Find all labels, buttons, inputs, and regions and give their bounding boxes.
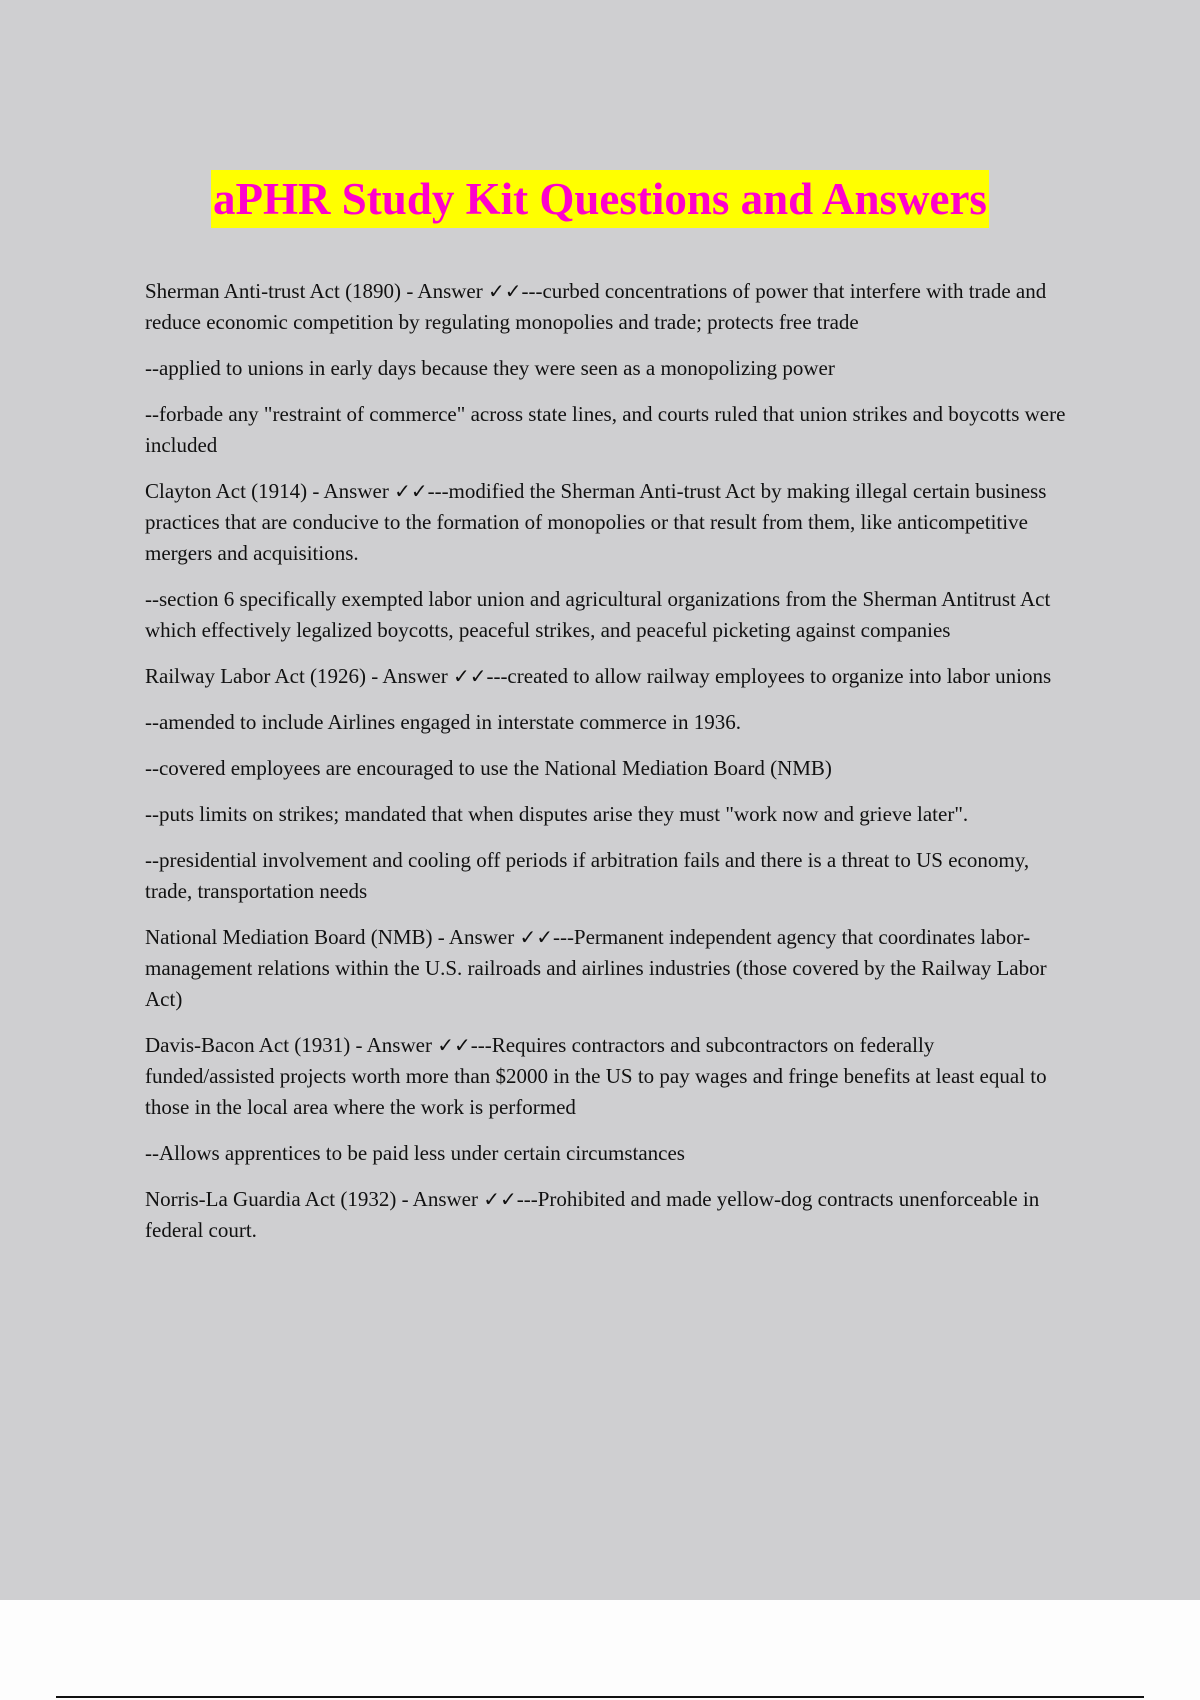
qa-term: Norris-La Guardia Act (1932) bbox=[145, 1187, 397, 1211]
document-body bbox=[145, 276, 1067, 1261]
answer-label: - Answer bbox=[437, 925, 515, 949]
note-paragraph: --Allows apprentices to be paid less under certain circumstances bbox=[145, 1141, 685, 1165]
document-title: aPHR Study Kit Questions and Answers bbox=[211, 170, 989, 228]
qa-term: Clayton Act (1914) bbox=[145, 479, 308, 503]
title-container bbox=[0, 170, 1200, 228]
double-check-icon: ✓✓ bbox=[487, 279, 522, 303]
answer-label: - Answer bbox=[406, 279, 483, 303]
qa-paragraph bbox=[145, 1184, 1067, 1246]
page-footer bbox=[0, 1600, 1200, 1700]
footer-divider bbox=[56, 1696, 1144, 1698]
qa-term: Davis-Bacon Act (1931) bbox=[145, 1033, 351, 1057]
qa-answer: ---Permanent independent agency that coordinates labor-management relations within the U.S. railroads and airlines industries (those covered by the Railway Labor Act) bbox=[145, 925, 1047, 1011]
qa-paragraph bbox=[145, 661, 1067, 692]
note-paragraph: --presidential involvement and cooling off periods if arbitration fails and there is a threat to US economy, trade, transportation needs bbox=[145, 848, 1030, 903]
note-paragraph: --forbade any "restraint of commerce" across state lines, and courts ruled that union strikes and boycotts were included bbox=[145, 402, 1066, 457]
double-check-icon: ✓✓ bbox=[519, 925, 553, 949]
qa-paragraph bbox=[145, 922, 1067, 1015]
qa-paragraph bbox=[145, 1030, 1067, 1123]
answer-label: - Answer bbox=[312, 479, 389, 503]
note-paragraph: --covered employees are encouraged to use the National Mediation Board (NMB) bbox=[145, 756, 832, 780]
qa-paragraph bbox=[145, 276, 1067, 338]
qa-answer: ---Requires contractors and subcontractors on federally funded/assisted projects worth more than $2000 in the US to pay wages and fringe benefits at least equal to those in the local area where the work is performed bbox=[145, 1033, 1047, 1119]
qa-paragraph bbox=[145, 476, 1067, 569]
answer-label: - Answer bbox=[355, 1033, 432, 1057]
answer-label: - Answer bbox=[371, 664, 448, 688]
double-check-icon: ✓✓ bbox=[437, 1033, 471, 1057]
note-paragraph: --puts limits on strikes; mandated that when disputes arise they must "work now and grieve later". bbox=[145, 802, 969, 826]
qa-term: National Mediation Board (NMB) bbox=[145, 925, 433, 949]
qa-answer: ---Prohibited and made yellow-dog contracts unenforceable in federal court. bbox=[145, 1187, 1040, 1242]
double-check-icon: ✓✓ bbox=[452, 664, 487, 688]
double-check-icon: ✓✓ bbox=[483, 1187, 517, 1211]
note-paragraph: --section 6 specifically exempted labor union and agricultural organizations from the Sherman Antitrust Act which effectively legalized boycotts, peaceful strikes, and peaceful picketing against companies bbox=[145, 587, 1051, 642]
qa-answer: ---created to allow railway employees to organize into labor unions bbox=[486, 664, 1052, 688]
qa-answer: ---modified the Sherman Anti-trust Act by making illegal certain business practices that are conducive to the formation of monopolies or that result from them, like anticompetitive mergers and acquisitions. bbox=[145, 479, 1047, 565]
answer-label: - Answer bbox=[401, 1187, 478, 1211]
double-check-icon: ✓✓ bbox=[394, 479, 428, 503]
note-paragraph: --applied to unions in early days because they were seen as a monopolizing power bbox=[145, 356, 835, 380]
qa-term: Sherman Anti-trust Act (1890) bbox=[145, 279, 402, 303]
qa-term: Railway Labor Act (1926) bbox=[145, 664, 367, 688]
note-paragraph: --amended to include Airlines engaged in interstate commerce in 1936. bbox=[145, 710, 741, 734]
qa-answer: ---curbed concentrations of power that interfere with trade and reduce economic competition by regulating monopolies and trade; protects free trade bbox=[145, 279, 1047, 334]
